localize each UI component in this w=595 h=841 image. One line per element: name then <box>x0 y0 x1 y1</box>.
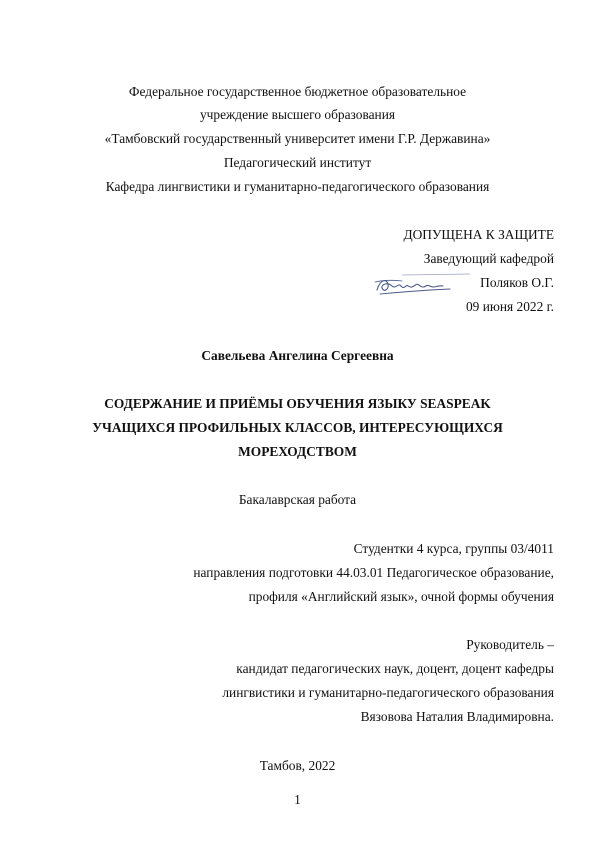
thesis-title-line-1: СОДЕРЖАНИЕ И ПРИЁМЫ ОБУЧЕНИЯ ЯЗЫКУ SEASPEAK <box>104 396 491 411</box>
thesis-title-line-3: МОРЕХОДСТВОМ <box>238 444 357 459</box>
supervisor-department: лингвистики и гуманитарно-педагогического образования <box>222 685 554 700</box>
approval-date: 09 июня 2022 г. <box>465 299 554 314</box>
approval-status: ДОПУЩЕНА К ЗАЩИТЕ <box>403 227 554 242</box>
thesis-title-line-2: УЧАЩИХСЯ ПРОФИЛЬНЫХ КЛАССОВ, ИНТЕРЕСУЮЩИХСЯ <box>92 420 503 435</box>
student-info-line-1: Студентки 4 курса, группы 03/4011 <box>353 541 554 556</box>
institution-line-2: учреждение высшего образования <box>199 107 396 122</box>
approver-name: Поляков О.Г. <box>480 275 554 290</box>
institution-line-1: Федеральное государственное бюджетное образовательное <box>128 84 467 99</box>
supervisor-degree: кандидат педагогических наук, доцент, доцент кафедры <box>236 661 554 676</box>
university-name: «Тамбовский государственный университет имени Г.Р. Державина» <box>104 131 491 146</box>
supervisor-label: Руководитель – <box>466 637 554 652</box>
work-type: Бакалаврская работа <box>238 492 357 507</box>
city-year: Тамбов, 2022 <box>259 758 336 773</box>
student-info-line-3: профиля «Английский язык», очной формы обучения <box>248 589 554 604</box>
student-info-line-2: направления подготовки 44.03.01 Педагогическое образование, <box>193 565 554 580</box>
signature-image <box>372 272 472 298</box>
approval-role: Заведующий кафедрой <box>423 251 554 266</box>
department-name: Кафедра лингвистики и гуманитарно-педагогического образования <box>105 179 490 194</box>
institute-name: Педагогический институт <box>223 155 372 170</box>
supervisor-name: Вязовова Наталия Владимировна. <box>360 709 554 724</box>
author-name: Савельева Ангелина Сергеевна <box>201 348 394 363</box>
page-number: 1 <box>294 792 301 807</box>
